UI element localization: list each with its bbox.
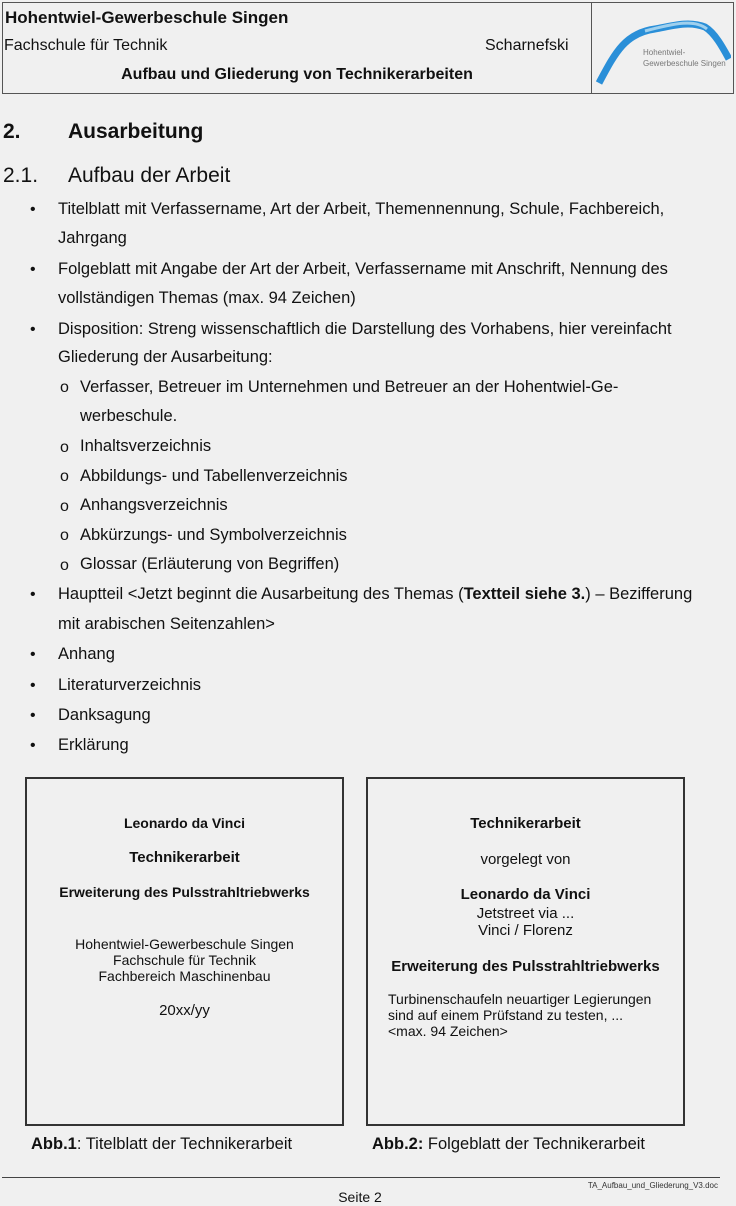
- list-item-cont: Gliederung der Ausarbeitung:: [58, 348, 273, 366]
- sub-item: Anhangsverzeichnis: [80, 496, 228, 514]
- title-page-figure: [25, 777, 344, 1126]
- fig2-author: Leonardo da Vinci: [460, 886, 591, 903]
- list-item-cont: mit arabischen Seitenzahlen>: [58, 615, 275, 633]
- list-item: Anhang: [58, 645, 115, 663]
- department: Fachschule für Technik: [4, 37, 168, 54]
- list-item: Literaturverzeichnis: [58, 676, 202, 694]
- fig1-area: Fachbereich Maschinenbau: [98, 968, 271, 984]
- fig1-year: 20xx/yy: [159, 1002, 210, 1019]
- list-item: Erklärung: [58, 736, 129, 754]
- fig1-dept: Fachschule für Technik: [113, 952, 256, 968]
- fig1-author: Leonardo da Vinci: [123, 815, 246, 831]
- fig1-type: Technikerarbeit: [129, 849, 240, 866]
- sub-item: Abbildungs- und Tabellenverzeichnis: [80, 467, 348, 485]
- school-name: Hohentwiel-Gewerbeschule Singen: [5, 8, 289, 27]
- fig2-desc: sind auf einem Prüfstand zu testen, ...: [388, 1007, 624, 1023]
- fig2-desc: Turbinenschaufeln neuartiger Legierungen: [388, 991, 652, 1007]
- fig1-theme: Erweiterung des Pulsstrahltriebwerks: [59, 884, 310, 900]
- fig2-city: Vinci / Florenz: [478, 922, 573, 939]
- sub-item: Glossar (Erläuterung von Begriffen): [80, 555, 340, 573]
- sub-item-cont: werbeschule.: [80, 407, 178, 425]
- section-number: 2.: [3, 120, 21, 143]
- list-item-cont: vollständigen Themas (max. 94 Zeichen): [58, 289, 356, 307]
- follow-page-figure: [366, 777, 685, 1126]
- list-item: Danksagung: [58, 706, 151, 724]
- page-number: Seite 2: [338, 1189, 382, 1205]
- fig2-theme: Erweiterung des Pulsstrahltriebwerks: [391, 958, 660, 975]
- sub-item: Inhaltsverzeichnis: [80, 437, 212, 455]
- sub-item: Abkürzungs- und Symbolverzeichnis: [80, 526, 347, 544]
- sub-item: Verfasser, Betreuer im Unternehmen und Betreuer an der Hohentwiel-Ge-: [80, 378, 619, 396]
- page-header: [2, 2, 734, 94]
- list-item-hauptteil: Hauptteil <Jetzt beginnt die Ausarbeitung des Themas (Textteil siehe 3.) – Bezifferung: [58, 585, 693, 603]
- subsection-number: 2.1.: [3, 164, 39, 187]
- fig2-street: Jetstreet via ...: [476, 905, 575, 922]
- fig2-desc: <max. 94 Zeichen>: [388, 1023, 508, 1039]
- fig2-by: vorgelegt von: [480, 851, 571, 868]
- section-title: Ausarbeitung: [68, 120, 204, 143]
- footer-filename: TA_Aufbau_und_Gliederung_V3.doc: [587, 1181, 718, 1190]
- svg-text:Hohentwiel-: Hohentwiel-: [643, 48, 686, 57]
- subsection-title: Aufbau der Arbeit: [68, 164, 231, 187]
- list-item: Titelblatt mit Verfassername, Art der Arbeit, Themennennung, Schule, Fachbereich,: [58, 200, 665, 218]
- list-item: Folgeblatt mit Angabe der Art der Arbeit, Verfassername mit Anschrift, Nennung des: [58, 260, 668, 278]
- author: Scharnefski: [485, 37, 569, 54]
- fig1-caption: Abb.1: Titelblatt der Technikerarbeit: [31, 1135, 293, 1153]
- list-item-cont: Jahrgang: [58, 229, 127, 247]
- document-title: Aufbau und Gliederung von Technikerarbeiten: [121, 66, 473, 83]
- fig2-type: Technikerarbeit: [470, 815, 581, 832]
- fig2-caption: Abb.2: Folgeblatt der Technikerarbeit: [372, 1135, 645, 1153]
- list-item: Disposition: Streng wissenschaftlich die Darstellung des Vorhabens, hier vereinfacht: [58, 320, 672, 338]
- svg-text:Gewerbeschule Singen: Gewerbeschule Singen: [643, 59, 726, 68]
- footer-rule: [2, 1177, 720, 1178]
- fig1-school: Hohentwiel-Gewerbeschule Singen: [75, 936, 294, 952]
- school-logo: [595, 13, 731, 87]
